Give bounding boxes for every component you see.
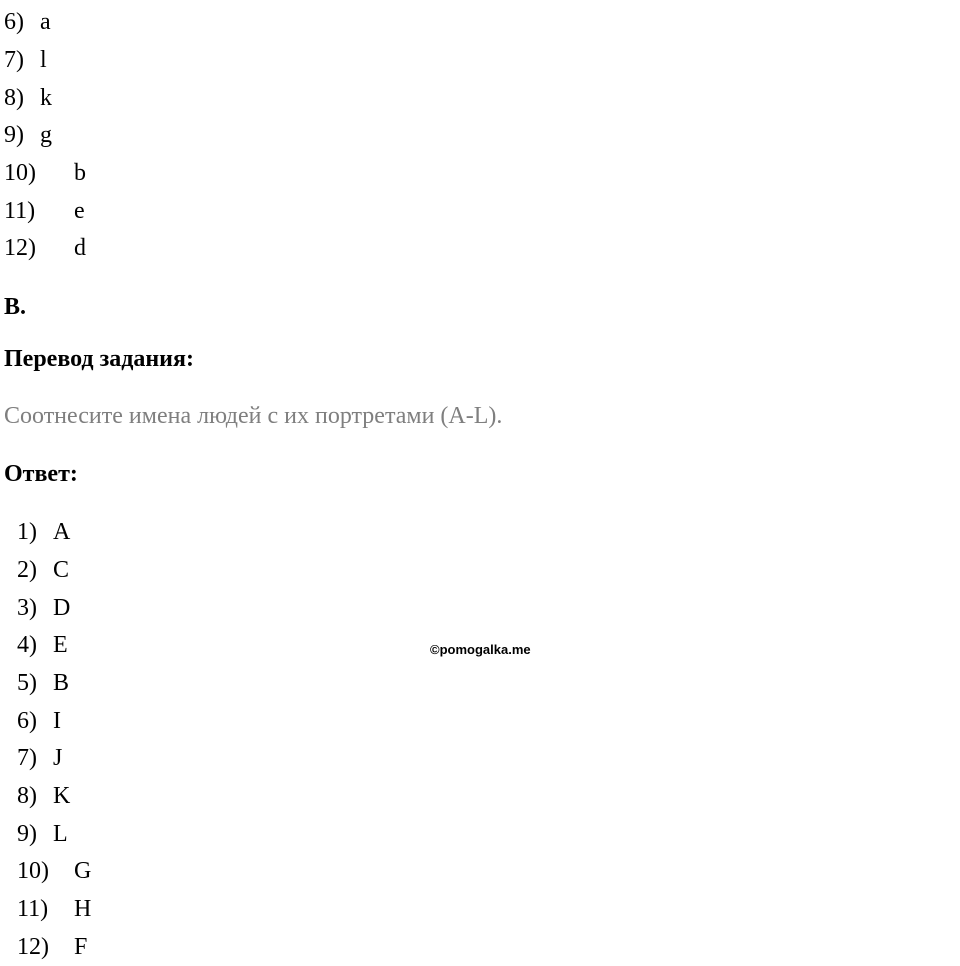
item-number: 8) bbox=[17, 783, 37, 809]
item-value: L bbox=[53, 821, 68, 847]
item-number: 6) bbox=[4, 9, 24, 35]
item-value: e bbox=[74, 198, 85, 224]
item-value: K bbox=[53, 783, 71, 809]
item-number: 11) bbox=[17, 896, 49, 922]
item-value: D bbox=[53, 595, 71, 621]
item-value: l bbox=[40, 47, 47, 73]
item-number: 2) bbox=[17, 557, 37, 583]
item-number: 10) bbox=[4, 160, 36, 186]
item-number: 9) bbox=[17, 821, 37, 847]
item-number: 8) bbox=[4, 85, 24, 111]
item-number: 7) bbox=[4, 47, 24, 73]
watermark: ©pomogalka.me bbox=[430, 642, 531, 657]
item-number: 9) bbox=[4, 122, 24, 148]
item-number: 12) bbox=[17, 934, 49, 960]
item-number: 11) bbox=[4, 198, 36, 224]
item-value: G bbox=[74, 858, 92, 884]
item-value: F bbox=[74, 934, 88, 960]
item-value: g bbox=[40, 122, 52, 148]
translation-heading: Перевод задания: bbox=[4, 346, 194, 372]
item-number: 5) bbox=[17, 670, 37, 696]
section-heading: B. bbox=[4, 294, 27, 320]
item-value: C bbox=[53, 557, 70, 583]
item-value: I bbox=[53, 708, 61, 734]
item-value: d bbox=[74, 235, 86, 261]
item-number: 12) bbox=[4, 235, 36, 261]
item-value: J bbox=[53, 745, 63, 771]
item-number: 4) bbox=[17, 632, 37, 658]
item-number: 10) bbox=[17, 858, 49, 884]
item-value: E bbox=[53, 632, 68, 658]
item-value: k bbox=[40, 85, 52, 111]
item-value: b bbox=[74, 160, 86, 186]
item-value: H bbox=[74, 896, 92, 922]
item-number: 3) bbox=[17, 595, 37, 621]
answer-heading: Ответ: bbox=[4, 461, 78, 487]
item-number: 1) bbox=[17, 519, 37, 545]
item-value: B bbox=[53, 670, 70, 696]
translation-text: Соотнесите имена людей с их портретами (A-L). bbox=[4, 403, 503, 429]
item-value: a bbox=[40, 9, 51, 35]
item-number: 7) bbox=[17, 745, 37, 771]
item-number: 6) bbox=[17, 708, 37, 734]
item-value: A bbox=[53, 519, 71, 545]
